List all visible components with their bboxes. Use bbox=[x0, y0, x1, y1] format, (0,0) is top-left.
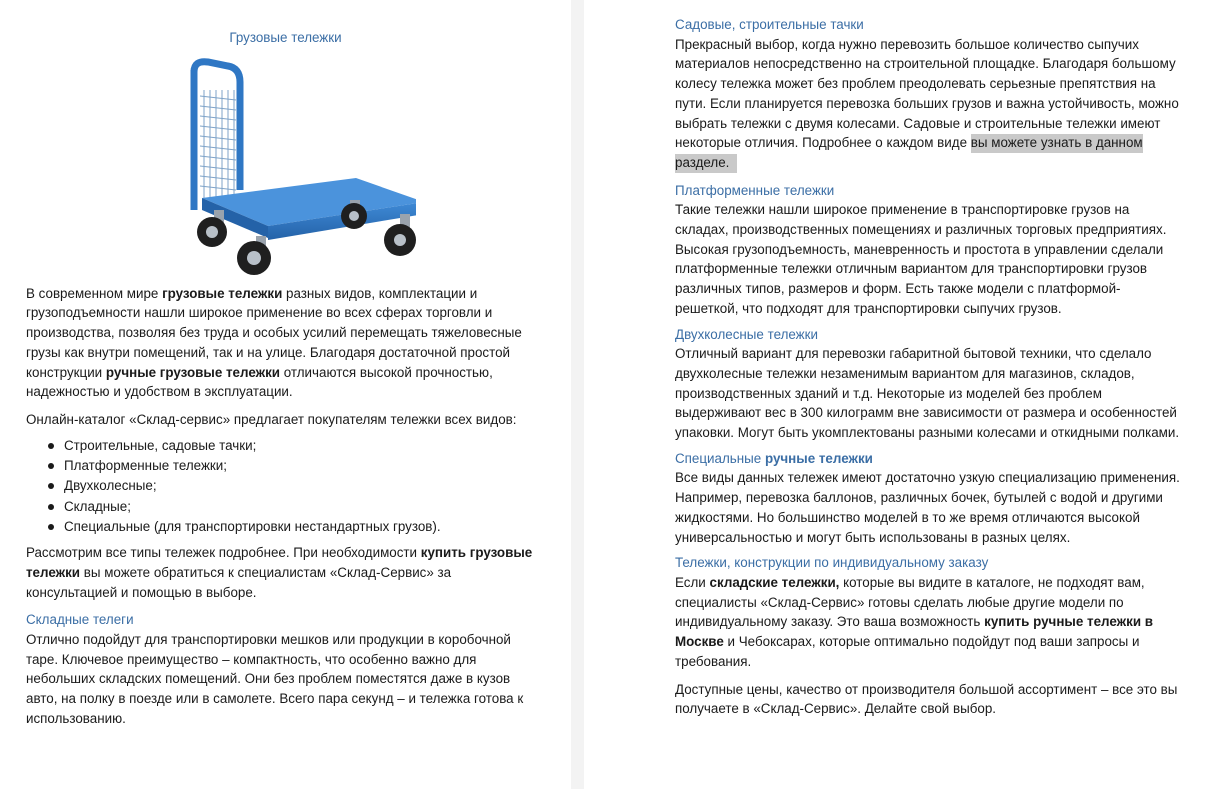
custom-paragraph bbox=[675, 573, 1180, 672]
cart-types-list bbox=[26, 436, 545, 537]
document-page-right bbox=[584, 0, 1210, 789]
special-heading-text: Специальные bbox=[675, 450, 765, 466]
review-text: вы можете обратиться к специалистам «Склад-Сервис» за консультацией и помощью в выборе. bbox=[26, 564, 452, 600]
custom-text: Если bbox=[675, 574, 710, 590]
custom-text: и Чебоксарах, которые оптимально подойдут под ваши запросы и требования. bbox=[675, 634, 1140, 669]
garden-heading: Садовые, строительные тачки bbox=[675, 17, 864, 32]
folding-paragraph: Отлично подойдут для транспортировки мешков или продукции в коробочной таре. Ключевое преимущество – компактность, что особенно важно для небольших складских помещений. Они без проблем поместятся даже в кузов авто, на полку в поезде или в самолете. Всего пара секунд – и тележка готова к использованию. bbox=[26, 631, 524, 726]
special-paragraph: Все виды данных тележек имеют достаточно узкую специализацию применения. Например, перевозка баллонов, различных бочек, бутылей с водой и другими жидкостями. Но большинство моделей в то же время отличаются высокой универсальностью и могут быть использованы в разных целях. bbox=[675, 470, 1180, 545]
review-text: Рассмотрим все типы тележек подробнее. При необходимости bbox=[26, 545, 421, 561]
custom-bold-text: купить ручные тележки в Москве bbox=[675, 614, 1154, 650]
twowheel-heading: Двухколесные тележки bbox=[675, 326, 818, 342]
special-heading bbox=[675, 449, 1180, 469]
page-title: Грузовые тележки bbox=[229, 30, 342, 45]
list-item: Специальные (для транспортировки нестандартных грузов). bbox=[26, 517, 545, 537]
intro-paragraph bbox=[26, 284, 545, 402]
catalog-paragraph: Онлайн-каталог «Склад-сервис» предлагает покупателям тележки всех видов: bbox=[26, 411, 517, 427]
closing-paragraph: Доступные цены, качество от производителя большой ассортимент – все это вы получаете в «Склад-Сервис». Делайте свой выбор. bbox=[675, 681, 1178, 717]
review-paragraph bbox=[26, 543, 545, 602]
list-item: Двухколесные; bbox=[26, 476, 545, 496]
custom-bold-text: складские тележки, bbox=[709, 574, 840, 590]
twowheel-paragraph: Отличный вариант для перевозки габаритной бытовой техники, что сделало двухколесные тележки незаменимым вариантом для магазинов, складов, производственных зданий и т.д. Некоторые из моделей без проблем выдерживают вес в 300 килограмм вне зависимости от размера и особенностей упаковки. Могут быть укомплектованы разными колесами и откидными полками. bbox=[675, 346, 1180, 441]
platform-heading: Платформенные тележки bbox=[675, 182, 835, 198]
document-page-left bbox=[0, 0, 571, 789]
special-heading-bold: ручные тележки bbox=[764, 450, 873, 466]
platform-paragraph: Такие тележки нашли широкое применение в транспортировке грузов на складах, производственных помещениях и различных торговых предприятиях. Высокая грузоподъемность, маневренность и простота в управлении сделали платформенные тележки отличным вариантом для транспортировки грузов различных типов, размеров и форм. Есть также модели с платформой-решеткой, что подходят для транспортировки сыпучих грузов. bbox=[675, 202, 1167, 316]
intro-text: отличаются высокой прочностью, надежностью и удобством в эксплуатации. bbox=[26, 364, 493, 400]
platform-cart-image bbox=[156, 50, 416, 280]
garden-text: Прекрасный выбор, когда нужно перевозить большое количество сыпучих материалов непосредственно на строительной площадке. Благодаря большому колесу тележка может без проблем преодолевать серьезные препятствия на пути. Если планируется перевозка больших грузов и важна устойчивость, можно выбрать тележки с двумя колесами. Садовые и строительные тележки имеют некоторые отличия. Подробнее о каждом виде bbox=[675, 36, 1179, 151]
intro-text: В современном мире bbox=[26, 285, 163, 301]
intro-bold-text: ручные грузовые тележки bbox=[105, 364, 281, 380]
intro-bold-text: грузовые тележки bbox=[162, 285, 283, 301]
selected-text[interactable]: вы можете узнать в данном разделе. bbox=[675, 134, 1143, 173]
list-item: Строительные, садовые тачки; bbox=[26, 436, 545, 456]
custom-heading: Тележки, конструкции по индивидуальному заказу bbox=[675, 555, 989, 571]
list-item: Складные; bbox=[26, 497, 545, 517]
folding-heading: Складные телеги bbox=[26, 612, 134, 628]
review-bold-text: купить грузовые тележки bbox=[26, 545, 533, 580]
list-item: Платформенные тележки; bbox=[26, 456, 545, 476]
garden-paragraph bbox=[675, 35, 1180, 173]
intro-text: разных видов, комплектации и грузоподъемности нашли широкое применение во всех сферах торговли и производства, позволяя без труда и особых усилий перемещать тяжеловесные грузы как внутри помещений, так и на улице. Благодаря достаточной простой конструкции bbox=[26, 285, 522, 380]
custom-text: которые вы видите в каталоге, не подходят вам, специалисты «Склад-Сервис» готовы сделать любые другие модели по индивидуальному заказу. Это ваша возможность bbox=[675, 574, 1145, 630]
page-gap bbox=[571, 0, 584, 789]
